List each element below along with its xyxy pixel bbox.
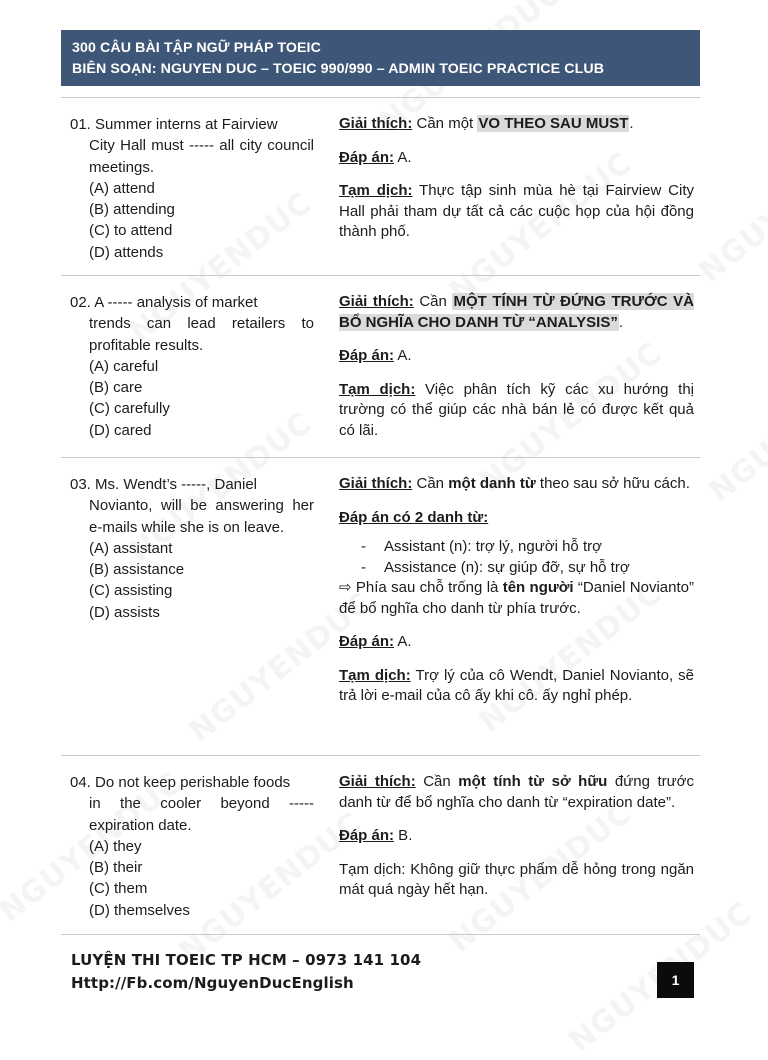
question-text: Do not keep perishable foods <box>95 774 291 791</box>
option-c: (C) them <box>89 880 148 898</box>
translation-text: Thực tập sinh mùa hè tại Fairview City Hall phải tham dự tất cả các cuộc họp của hội đồng thành phố. <box>339 182 694 240</box>
question-text-continued: in the cooler beyond ----- expiration date. <box>89 795 314 834</box>
question-2 <box>70 292 314 441</box>
highlight: VO THEO SAU MUST <box>478 115 629 132</box>
page-number: 1 <box>657 962 694 998</box>
answer-3 <box>339 474 694 707</box>
question-text: A ----- analysis of market <box>94 294 258 311</box>
list-item: - Assistance (n): sự giúp đỡ, sự hỗ trợ <box>339 558 694 579</box>
option-c: (C) to attend <box>89 222 173 240</box>
answer-value: A. <box>394 148 412 166</box>
option-a: (A) attend <box>89 179 155 197</box>
answer-label: Đáp án: <box>339 827 395 844</box>
arrow-text: ⇨ Phía sau chỗ trống là <box>339 579 503 596</box>
option-d: (D) assists <box>89 603 160 621</box>
arrow-note <box>339 578 694 619</box>
footer-link[interactable]: Http://Fb.com/NguyenDucEnglish <box>71 974 354 992</box>
question-number: 01. <box>70 116 91 133</box>
option-d: (D) cared <box>89 421 152 439</box>
header-subtitle: BIÊN SOẠN: NGUYEN DUC – TOEIC 990/990 – ADMIN TOEIC PRACTICE CLUB <box>72 61 605 77</box>
answer-4 <box>339 772 694 901</box>
answer-line <box>339 632 694 653</box>
divider <box>61 755 700 756</box>
question-3-first-line <box>70 474 314 495</box>
translation <box>339 181 694 243</box>
option-d: (D) themselves <box>89 901 190 919</box>
two-nouns-label: Đáp án có 2 danh từ: <box>339 508 489 526</box>
answer-value: B. <box>394 827 413 844</box>
list-item-text: Assistance (n): sự giúp đỡ, sự hỗ trợ <box>384 558 630 576</box>
translation-text: Việc phân tích kỹ các xu hướng thị trường có thể giúp các nhà bán lẻ có được kết quả có lãi. <box>339 380 695 439</box>
question-number: 02. <box>70 294 91 311</box>
explanation-text: Cần <box>412 475 449 492</box>
option-b: (B) attending <box>89 201 175 219</box>
explanation-text: . <box>618 313 624 331</box>
explanation-text: theo sau sở hữu cách. <box>535 475 690 492</box>
list-item: - Assistant (n): trợ lý, người hỗ trợ <box>339 537 694 558</box>
question-text-continued: City Hall must ----- all city council meetings. <box>89 137 314 176</box>
translation-label: Tạm dịch: <box>339 666 411 684</box>
question-text: Ms. Wendt’s -----, Daniel <box>95 476 258 493</box>
explanation <box>339 772 694 813</box>
explanation-text: Cần <box>415 773 459 790</box>
bold-term: tên người <box>502 579 574 596</box>
question-1 <box>70 114 314 263</box>
divider <box>61 275 700 276</box>
highlight: MỘT TÍNH TỪ ĐỨNG TRƯỚC VÀ BỔ NGHĨA CHO DANH TỪ “ANALYSIS” <box>339 293 695 331</box>
answer-value: A. <box>394 347 412 364</box>
translation-label: Tạm dịch: <box>339 380 416 398</box>
explanation <box>339 474 694 495</box>
document-header <box>61 30 700 86</box>
option-a: (A) they <box>89 837 142 855</box>
option-d: (D) attends <box>89 243 164 261</box>
question-number: 04. <box>70 774 91 791</box>
translation: Tạm dịch: Không giữ thực phẩm dễ hỏng trong ngăn mát quá ngày hết hạn. <box>339 860 694 898</box>
option-c: (C) assisting <box>89 582 173 600</box>
explanation-label: Giải thích: <box>339 293 414 310</box>
answer-2 <box>339 292 694 441</box>
header-title: 300 CÂU BÀI TẬP NGỮ PHÁP TOEIC <box>72 40 321 56</box>
explanation <box>339 114 694 135</box>
translation <box>339 666 694 707</box>
question-text-continued: Novianto, will be answering her e-mails while she is on leave. <box>89 497 314 536</box>
two-nouns-heading <box>339 508 694 529</box>
list-item-text: Assistant (n): trợ lý, người hỗ trợ <box>384 538 602 555</box>
explanation-text: đứng trước danh từ để bổ nghĩa cho danh từ “expiration date”. <box>339 773 695 811</box>
explanation-text: Cần <box>413 293 453 310</box>
footer-contact: LUYỆN THI TOEIC TP HCM – 0973 141 104 <box>71 951 422 969</box>
option-c: (C) carefully <box>89 400 170 418</box>
answer-line <box>339 826 694 847</box>
option-b: (B) their <box>89 859 143 877</box>
divider <box>61 934 700 935</box>
question-2-first-line <box>70 292 314 313</box>
translation-label: Tạm dịch: <box>339 182 413 199</box>
arrow-text: “Daniel Novianto” để bổ nghĩa cho danh từ phía trước. <box>339 579 694 617</box>
answer-1 <box>339 114 694 243</box>
answer-label: Đáp án: <box>339 633 395 650</box>
watermark <box>693 125 768 289</box>
translation <box>339 380 694 442</box>
answer-line <box>339 346 694 367</box>
divider <box>61 97 700 98</box>
question-4-first-line <box>70 772 314 793</box>
footer <box>71 949 421 995</box>
explanation-text: Cần một <box>412 115 478 132</box>
question-text: Summer interns at Fairview <box>95 116 278 133</box>
explanation-label: Giải thích: <box>339 475 413 492</box>
answer-value: A. <box>394 633 412 650</box>
explanation-label: Giải thích: <box>339 773 416 790</box>
question-number: 03. <box>70 476 91 493</box>
explanation-text: . <box>629 115 634 132</box>
bold-term: một tính từ sở hữu <box>458 773 608 790</box>
question-1-first-line <box>70 114 314 135</box>
option-b: (B) care <box>89 379 143 397</box>
translation-text: Trợ lý của cô Wendt, Daniel Novianto, sẽ trả lời e-mail của cô ấy khi cô. ấy nghỉ phép. <box>339 666 694 704</box>
bold-term: một danh từ <box>448 475 536 492</box>
answer-label: Đáp án: <box>339 148 395 166</box>
answer-label: Đáp án: <box>339 347 395 364</box>
question-4 <box>70 772 314 921</box>
watermark <box>703 345 768 509</box>
answer-line <box>339 148 694 169</box>
divider <box>61 457 700 458</box>
explanation-label: Giải thích: <box>339 115 413 132</box>
explanation <box>339 292 694 333</box>
question-3 <box>70 474 314 623</box>
option-b: (B) assistance <box>89 561 185 579</box>
option-a: (A) careful <box>89 357 159 375</box>
option-a: (A) assistant <box>89 539 173 557</box>
question-text-continued: trends can lead retailers to profitable results. <box>89 315 314 354</box>
